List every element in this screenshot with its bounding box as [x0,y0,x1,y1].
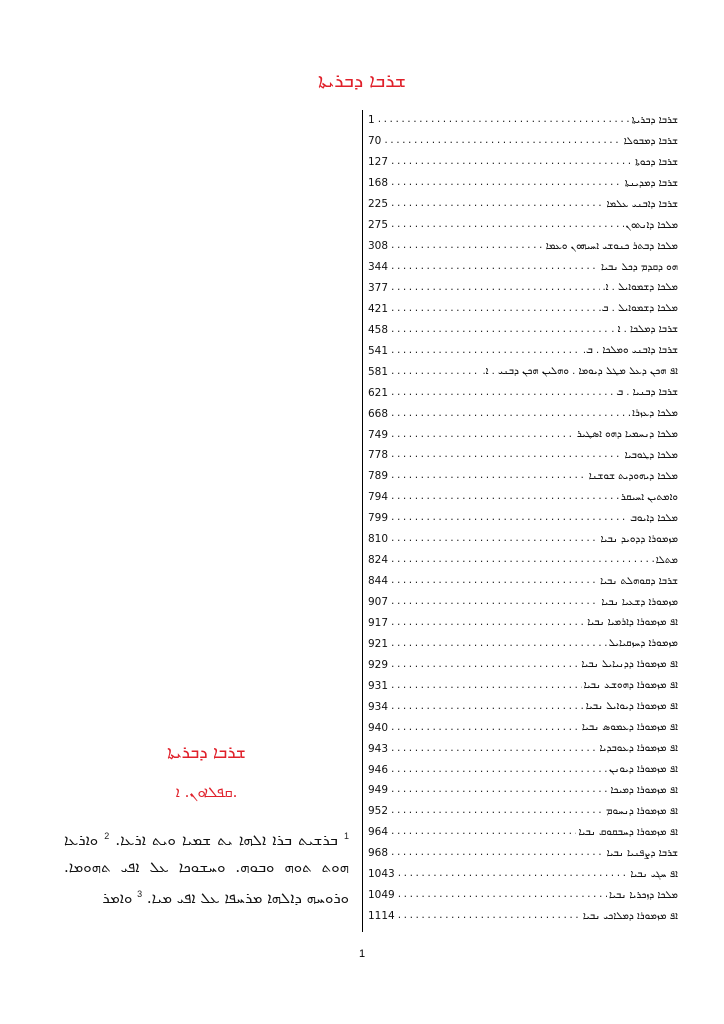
toc-entry[interactable] [364,529,680,550]
toc-entry[interactable] [364,696,680,717]
toc-leader-dots [390,513,628,523]
toc-entry-title: ܐܦ ܡܙܡܘܪܐ ܕܥܘܒܕܝܐ [599,743,678,755]
toc-entry[interactable] [364,382,680,403]
toc-page-number: 931 [368,679,389,692]
toc-entry[interactable] [364,759,680,780]
toc-leader-dots [390,785,608,795]
table-of-contents [364,110,680,932]
toc-leader-dots [390,471,587,481]
toc-leader-dots [390,597,599,607]
toc-entry-title: ܡܙܡܘܪܐ ܕܕܘܝܕ ܢܒܝܐ [600,533,678,545]
toc-entry[interactable] [364,675,680,696]
verse-text: ܘܐܡܪ [102,889,138,907]
toc-entry-title: ܡܠܟܐ ܕܫܡܘܐܝܠ . ܐ. [602,282,678,294]
toc-entry[interactable] [364,298,680,319]
toc-page-number: 1114 [368,910,395,923]
toc-entry-title: ܐܦ ܡܙܡܘܪܐ ܕܡܝܟܐ [610,784,678,796]
toc-page-number: 421 [368,302,389,315]
toc-entry[interactable] [364,173,680,194]
toc-entry[interactable] [364,780,680,801]
toc-leader-dots [390,304,596,314]
toc-leader-dots [390,178,623,188]
toc-entry[interactable] [364,843,680,864]
toc-entry-title: ܐܦ ܡܙܡܘܪܐ ܕܥܡܘܣ ܢܒܝܐ [581,722,678,734]
toc-leader-dots [397,869,629,879]
toc-entry-title: ܗܘ ܕܩܕܡ ܕܟܠ ܢܒܝܐ [601,261,678,273]
toc-entry[interactable] [364,822,680,843]
toc-entry[interactable] [364,340,680,361]
toc-leader-dots [390,325,609,335]
toc-leader-dots [390,388,614,398]
toc-page-number: 778 [368,449,389,462]
toc-page-number: 921 [368,637,389,650]
toc-leader-dots [390,409,630,419]
toc-entry-title: ܐܦ ܡܙܡܘܪܐ ܕܐܪܡܝܐ ܢܒܝܐ [587,617,678,629]
toc-leader-dots [390,639,607,649]
book-title: ܫܪܒܐ ܕܒܪܝܬܐ [167,743,246,763]
toc-leader-dots [397,911,581,921]
toc-leader-dots [390,765,607,775]
toc-page-number: 668 [368,407,389,420]
toc-page-number: 949 [368,784,389,797]
verse-text: ܘܐܪܥܐ ܗܘܬ ܬܘܗ ܘܒܘܗ. ܘܚܫܘܟܐ ܥܠ ܐܦܝ ܬܗܘܡܐ. ܘܪܘܚܗ ܕܐܠܗܐ ܡܪܚܦܐ ܥܠ ܐܦܝ ܡܝܐ. [64,831,349,907]
toc-entry[interactable] [364,319,680,340]
toc-page-number: 275 [368,219,389,232]
toc-page-number: 458 [368,323,389,336]
toc-page-number: 943 [368,742,389,755]
toc-leader-dots [390,283,600,293]
toc-page-number: 934 [368,700,389,713]
toc-leader-dots [390,220,623,230]
toc-entry[interactable] [364,906,680,927]
toc-leader-dots [390,492,619,502]
verse-number: 1 [343,831,349,841]
toc-entry-title: ܫܪܒܐ ܕܡܠܟܐ . ܐ . [611,324,678,336]
toc-entry[interactable] [364,215,680,236]
toc-page-number: 308 [368,240,389,253]
toc-page-number: 952 [368,805,389,818]
toc-entry-title: ܡܠܟܐ ܕܝܗܘܕܝܬ ܫܘܫܢܐ [588,470,678,482]
toc-entry-title: ܫܪܒܐ ܕܟܘܬܐ [635,156,678,168]
toc-leader-dots [390,702,584,712]
toc-entry[interactable] [364,633,680,654]
toc-entry-title: ܫܪܒܐ ܕܐܒܢܝ ܥܠܡܐ [606,198,678,210]
toc-leader-dots [390,199,605,209]
toc-entry[interactable] [364,403,680,424]
toc-page-number: 907 [368,596,389,609]
toc-entry-title: ܐܦ ܡܙܡܘܪܐ ܕܢܚܘܡ [606,805,678,817]
toc-entry[interactable] [364,236,680,257]
toc-leader-dots [390,346,581,356]
toc-entry-title: ܡܠܟܐ ܕܐܝܘܒ [630,512,678,524]
toc-entry[interactable] [364,550,680,571]
toc-leader-dots [390,430,575,440]
toc-entry[interactable] [364,801,680,822]
toc-page-number: 964 [368,826,389,839]
toc-page-number: 70 [368,135,382,148]
column-divider [362,110,363,932]
toc-entry[interactable] [364,487,680,508]
toc-entry-title: ܡܠܟܐ ܕܒܬܪ ܟܢܘܫܝ ܐܚܝܗܘܢ ܘܥܡܐ [545,240,678,252]
toc-entry-title: ܡܠܟܐ ܕܙܟܪܝܐ ܢܒܝܐ [608,889,678,901]
toc-entry[interactable] [364,592,680,613]
toc-leader-dots [390,534,598,544]
toc-leader-dots [390,262,599,272]
toc-entry[interactable] [364,257,680,278]
toc-entry-title: ܡܠܟܐ ܕܐܢܬܘܢ [625,219,678,231]
toc-entry-title: ܫܪܒܐ ܕܐܒܢܝ ܘܡܠܟܐ . ܒ. [582,345,678,357]
toc-entry-title: ܫܪܒܐ ܕܩܘܗܠܬ ܢܒܝܐ [600,575,678,587]
toc-leader-dots [390,157,633,167]
toc-entry-title: ܘܐܡܬܝܢ ܐܚܝܩܪ [620,491,678,503]
toc-page-number: 581 [368,365,389,378]
toc-leader-dots [390,723,580,733]
toc-entry[interactable] [364,864,680,885]
toc-entry-title: ܡܙܡܘܪܐ ܕܫܥܝܐ ܢܒܝܐ [601,596,678,608]
verse-number: 3 [137,889,143,899]
toc-entry[interactable] [364,466,680,487]
toc-leader-dots [390,744,597,754]
toc-page-number: 789 [368,470,389,483]
toc-entry[interactable] [364,508,680,529]
toc-entry-title: ܡܠܟܐ ܕܫܡܘܐܝܠ . ܒ. [598,303,678,315]
toc-leader-dots [390,681,582,691]
toc-page-number: 541 [368,344,389,357]
toc-entry-title: ܡܠܟܐ ܕܥܙܪܐ [632,408,678,420]
toc-entry-title: ܫܪܒܐ ܕܒܢܝܐ . ܒ [616,387,678,399]
body-text [64,823,349,912]
toc-page-number: 377 [368,281,389,294]
toc-page-number: 946 [368,763,389,776]
toc-page-number: 1 [368,114,375,127]
toc-page-number: 844 [368,575,389,588]
toc-page-number: 794 [368,491,389,504]
toc-entry-title: ܐܦ ܗܟܢ ܕܥܠ ܡܛܠ ܕܝܘܡܐ . ܘܗܠܝܢ ܗܟܢ ܕܒܢܝ . ܐ. [482,366,678,378]
toc-entry-title: ܐܦ ܡܙܡܘܪܐ ܕܝܘܐܝܠ ܢܒܝܐ [585,701,678,713]
chapter-heading: ܩܦܠܐܘܢ. ܐ. [175,783,238,801]
toc-page-number: 929 [368,658,389,671]
toc-entry[interactable] [364,361,680,382]
toc-entry-title: ܫܪܒܐ ܕܨܦܢܝܐ ܢܒܝܐ [606,847,678,859]
toc-leader-dots [397,890,607,900]
toc-entry-title: ܐܦ ܡܙܡܘܪܐ ܕܡܠܐܟܝ ܢܒܝܐ [582,910,678,922]
toc-entry-title: ܫܪܒܐ ܕܒܪܝܬܐ [631,114,678,126]
toc-entry[interactable] [364,278,680,299]
text-column [64,735,349,912]
toc-entry-title: ܐܦ ܡܙܡܘܪܐ ܕܚܒܩܘܩ ܢܒܝܐ [578,826,678,838]
toc-page-number: 824 [368,554,389,567]
toc-entry[interactable] [364,194,680,215]
toc-entry-title: ܫܪܒܐ ܕܡܒܘܠܐ [623,135,678,147]
toc-entry[interactable] [364,152,680,173]
toc-page-number: 968 [368,847,389,860]
toc-page-number: 225 [368,198,389,211]
toc-entry[interactable] [364,717,680,738]
toc-leader-dots [390,450,623,460]
toc-page-number: 621 [368,386,389,399]
toc-entry-title: ܐܦ ܚܓܝ ܢܒܝܐ [630,868,678,880]
toc-entry-title: ܐܦ ܡܙܡܘܪܐ ܕܝܘܢܢ [609,764,678,776]
toc-entry-title: ܫܪܒܐ ܕܡܕܝܢܬܐ [624,177,678,189]
verse-text: ܒܪܫܝܬ ܒܪܐ ܐܠܗܐ ܝܬ ܫܡܝܐ ܘܝܬ ܐܪܥܐ. [109,831,344,849]
toc-leader-dots [390,555,654,565]
toc-leader-dots [390,241,544,251]
toc-leader-dots [390,827,576,837]
toc-page-number: 127 [368,156,389,169]
toc-entry[interactable] [364,885,680,906]
toc-page-number: 749 [368,428,389,441]
toc-page-number: 1049 [368,889,395,902]
toc-entry[interactable] [364,613,680,634]
toc-entry[interactable] [364,654,680,675]
toc-leader-dots [390,618,585,628]
toc-entry[interactable] [364,445,680,466]
toc-entry[interactable] [364,110,680,131]
toc-leader-dots [377,115,630,125]
toc-leader-dots [390,367,480,377]
toc-entry[interactable] [364,738,680,759]
toc-entry-title: ܡܠܟܐ ܕܛܘܒܝܐ [624,449,678,461]
toc-page-number: 168 [368,177,389,190]
toc-entry[interactable] [364,424,680,445]
toc-leader-dots [390,660,579,670]
toc-entry-title: ܡܠܟܐ ܕܢܚܡܝܐ ܕܗܘ ܐܣܛܝܪ [576,429,678,441]
page-title: ܫܪܒܐ ܕܒܪܝܬܐ [317,70,406,92]
toc-page-number: 917 [368,616,389,629]
toc-leader-dots [390,806,604,816]
toc-page-number: 799 [368,512,389,525]
toc-page-number: 810 [368,533,389,546]
toc-leader-dots [390,576,598,586]
toc-leader-dots [390,848,605,858]
toc-entry-title: ܐܦ ܡܙܡܘܪܐ ܕܕܢܝܐܝܠ ܢܒܝܐ [581,659,678,671]
page-number: 1 [358,948,366,960]
toc-page-number: 1043 [368,868,395,881]
toc-page-number: 940 [368,721,389,734]
verse-number: 2 [104,831,110,841]
toc-entry-title: ܡܙܡܘܪܐ ܕܚܙܩܝܐܝܠ [608,638,678,650]
toc-page-number: 344 [368,261,389,274]
toc-entry-title: ܐܦ ܡܙܡܘܪܐ ܕܗܘܫܥ ܢܒܝܐ [583,680,678,692]
toc-entry[interactable] [364,571,680,592]
toc-leader-dots [383,136,621,146]
toc-entry-title: ܡܬܠܐ [655,554,678,566]
toc-entry[interactable] [364,131,680,152]
